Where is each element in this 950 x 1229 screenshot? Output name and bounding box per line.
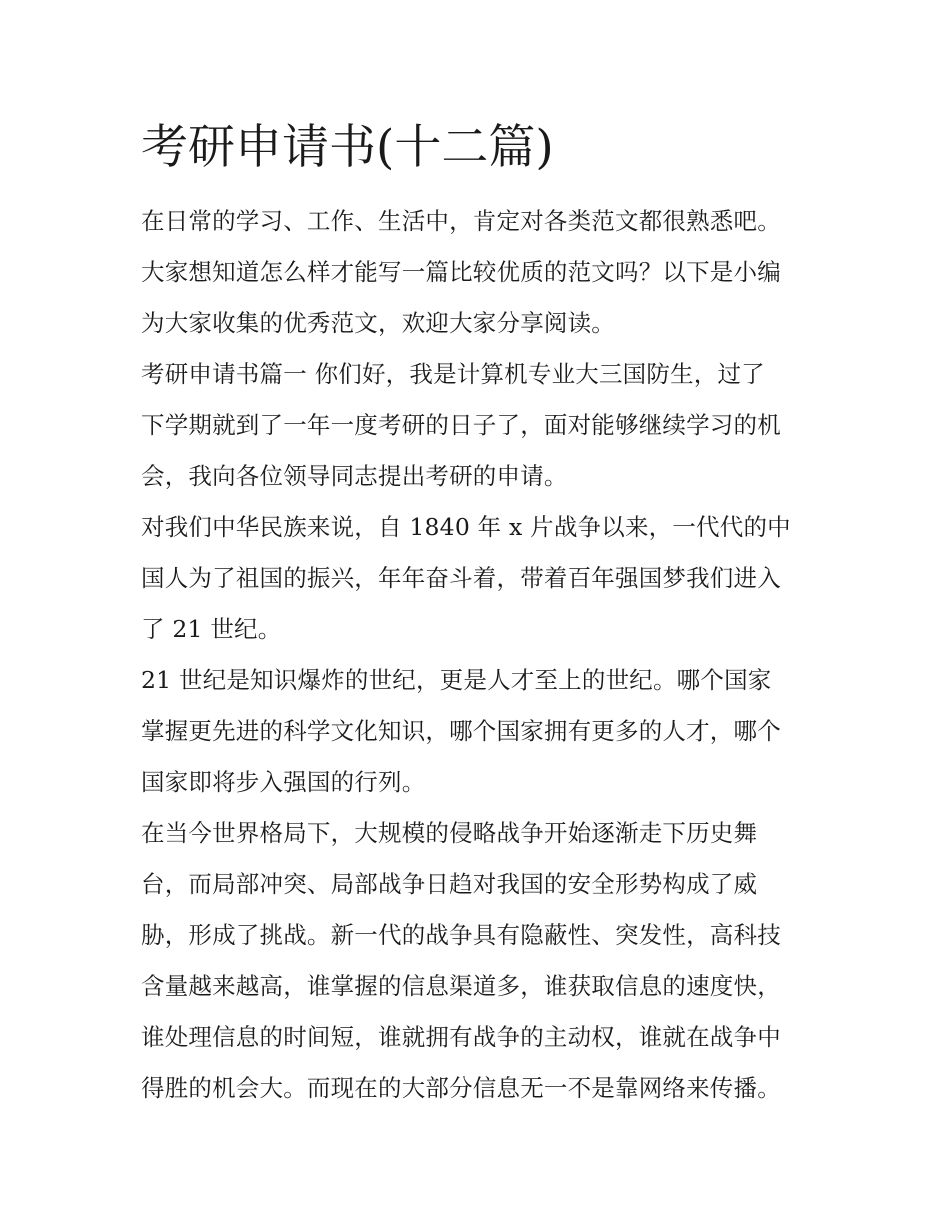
document-body: [141, 196, 821, 1114]
text-line: 下学期就到了一年一度考研的日子了，面对能够继续学习的机: [141, 411, 781, 439]
text-line: 胁，形成了挑战。新一代的战争具有隐蔽性、突发性，高科技: [141, 921, 781, 949]
text-line: 含量越来越高，谁掌握的信息渠道多，谁获取信息的速度快，: [141, 972, 781, 1000]
text-line: 台，而局部冲突、局部战争日趋对我国的安全形势构成了威: [141, 870, 758, 898]
text-line: 在日常的学习、工作、生活中，肯定对各类范文都很熟悉吧。: [141, 207, 781, 235]
text-line: 会，我向各位领导同志提出考研的申请。: [141, 462, 568, 490]
text-line: 谁处理信息的时间短，谁就拥有战争的主动权，谁就在战争中: [141, 1023, 781, 1051]
text-line: 考研申请书篇一 你们好，我是计算机专业大三国防生，过了: [141, 360, 765, 388]
document-page: [141, 118, 821, 1114]
text-line: 21 世纪是知识爆炸的世纪，更是人才至上的世纪。哪个国家: [141, 666, 772, 694]
text-line: 掌握更先进的科学文化知识，哪个国家拥有更多的人才，哪个: [141, 717, 781, 745]
text-line: 为大家收集的优秀范文，欢迎大家分享阅读。: [141, 309, 615, 337]
text-line: 了 21 世纪。: [141, 615, 282, 643]
document-title: 考研申请书(十二篇): [141, 120, 554, 175]
text-line: 国家即将步入强国的行列。: [141, 768, 426, 796]
text-line: 国人为了祖国的振兴，年年奋斗着，带着百年强国梦我们进入: [141, 564, 781, 592]
text-line: 得胜的机会大。而现在的大部分信息无一不是靠网络来传播。: [141, 1074, 781, 1102]
text-line: 大家想知道怎么样才能写一篇比较优质的范文吗？以下是小编: [141, 258, 781, 286]
text-line: 在当今世界格局下，大规模的侵略战争开始逐渐走下历史舞: [141, 819, 758, 847]
text-line: 对我们中华民族来说，自 1840 年 x 片战争以来，一代代的中: [141, 513, 791, 541]
